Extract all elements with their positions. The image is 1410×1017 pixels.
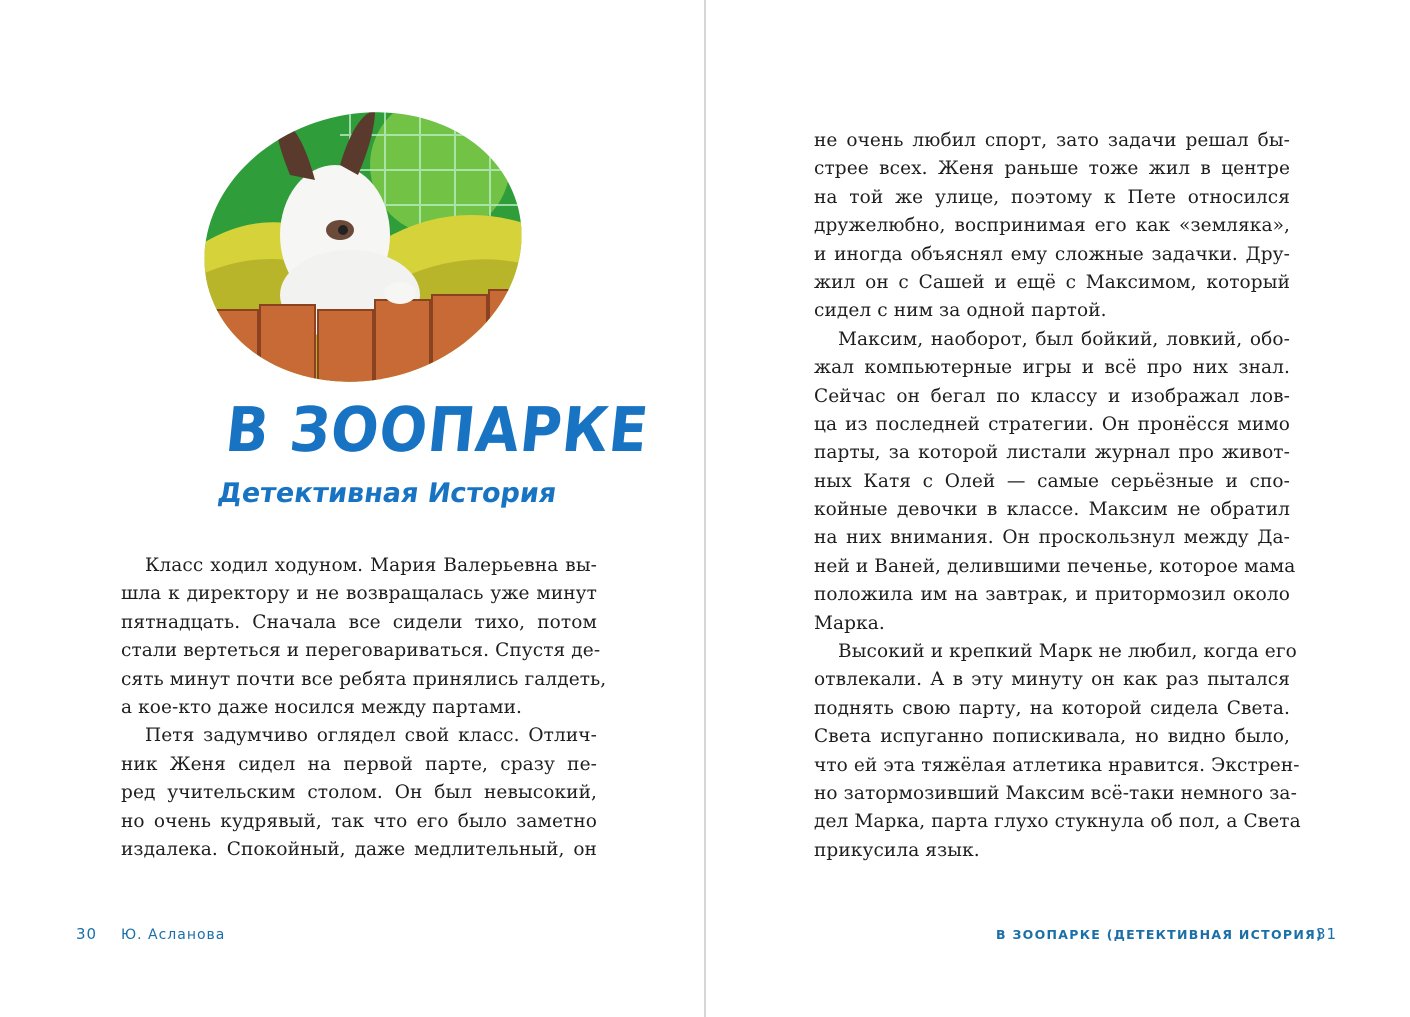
text-line: но затормозивший Максим всё-таки немного за- [814, 782, 1297, 804]
page-number-right: 31 [1316, 925, 1338, 943]
text-line: парты, за которой листали журнал про живот- [814, 442, 1290, 464]
text-line: дел Марка, парта глухо стукнула об пол, а Света [814, 811, 1301, 833]
text-line: Высокий и крепкий Марк не любил, когда его [838, 641, 1297, 663]
text-line: прикусила язык. [814, 839, 980, 861]
text-line: стали вертеться и переговариваться. Спустя де- [121, 640, 601, 662]
text-line: поднять свою парту, на которой сидела Света. [814, 697, 1290, 719]
text-line: ней и Ваней, делившими печенье, которое мама [814, 555, 1296, 577]
text-line: а кое-кто даже носился между партами. [121, 696, 522, 718]
text-line: жил он с Сашей и ещё с Максимом, который [814, 271, 1290, 293]
text-line: Максим, наоборот, был бойкий, ловкий, обо- [838, 328, 1290, 350]
text-line: Сейчас он бегал по классу и изображал лов- [814, 385, 1290, 407]
text-line: стрее всех. Женя раньше тоже жил в центре [814, 158, 1290, 180]
text-line: Марка. [814, 612, 885, 634]
text-line: жал компьютерные игры и всё про них знал. [814, 357, 1290, 379]
text-line: шла к директору и не возвращалась уже минут [121, 583, 597, 605]
text-line: но очень кудрявый, так что его было заметно [121, 810, 597, 832]
chapter-subtitle: Детективная История [215, 478, 559, 509]
left-body-text [121, 552, 607, 864]
text-line: ца из последней стратегии. Он пронёсся мимо [814, 413, 1290, 435]
right-page [706, 0, 1410, 1017]
text-line: Класс ходил ходуном. Мария Валерьевна вы- [145, 555, 597, 576]
text-line: дружелюбно, воспринимая его как «земляка», [814, 215, 1290, 237]
rabbit-illustration [200, 105, 530, 390]
text-line: издалека. Спокойный, даже медлительный, он [121, 838, 597, 860]
page-number-left: 30 [76, 925, 98, 943]
text-line: сидел с ним за одной партой. [814, 300, 1107, 322]
running-head-title: В ЗООПАРКЕ (ДЕТЕКТИВНАЯ ИСТОРИЯ) [996, 927, 1324, 942]
chapter-title: В ЗООПАРКЕ [222, 394, 653, 467]
right-body-text [814, 127, 1301, 865]
text-line: ред учительским столом. Он был невысокий, [121, 782, 597, 804]
text-line: на них внимания. Он проскользнул между Да- [814, 527, 1290, 549]
text-line: не очень любил спорт, зато задачи решал бы- [814, 130, 1290, 151]
text-line: что ей эта тяжёлая атлетика нравится. Экстрен- [814, 754, 1300, 776]
text-line: сять минут почти все ребята принялись галдеть, [121, 668, 607, 690]
text-line: Света испуганно попискивала, но видно было, [814, 726, 1290, 748]
text-line: на той же улице, поэтому к Пете относился [814, 186, 1290, 208]
text-line: ных Катя с Олей — самые серьёзные и спо- [814, 470, 1290, 492]
text-line: койные девочки в классе. Максим не обратил [814, 499, 1290, 521]
text-line: ник Женя сидел на первой парте, сразу пе- [121, 753, 597, 775]
running-head-author: Ю. Асланова [121, 927, 226, 943]
text-line: пятнадцать. Сначала все сидели тихо, потом [121, 611, 597, 633]
text-line: и иногда объяснял ему сложные задачки. Дру- [814, 243, 1290, 265]
text-line: отвлекали. А в эту минуту он как раз пытался [814, 669, 1290, 691]
text-line: положила им на завтрак, и притормозил около [814, 584, 1290, 606]
text-line: Петя задумчиво оглядел свой класс. Отлич- [145, 725, 597, 747]
